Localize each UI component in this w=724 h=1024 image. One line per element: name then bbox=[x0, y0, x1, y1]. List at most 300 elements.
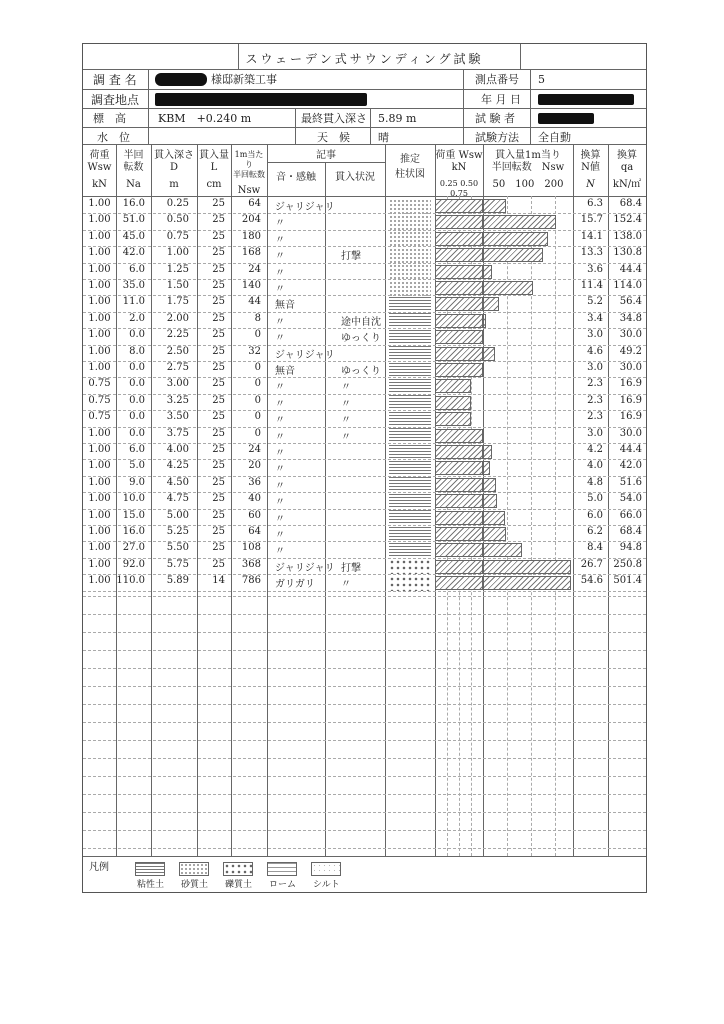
cell-qa: 152.4 bbox=[613, 214, 642, 226]
cell-nsw: 0 bbox=[254, 329, 261, 341]
cell-wsw: 1.00 bbox=[88, 198, 111, 209]
final-depth-value: 5.89 m bbox=[378, 112, 417, 125]
legend-swatch-loam bbox=[267, 862, 297, 876]
cell-wsw: 1.00 bbox=[88, 509, 111, 521]
wsw-bar bbox=[435, 248, 483, 262]
cell-n-value: 14.1 bbox=[580, 230, 603, 242]
cell-wsw: 1.00 bbox=[88, 362, 111, 373]
cell-n-value: 11.4 bbox=[580, 280, 603, 291]
date-label: 年 月 日 bbox=[481, 93, 521, 106]
soil-column-clay bbox=[389, 428, 431, 443]
cell-depth: 1.75 bbox=[166, 296, 189, 308]
wsw-bar bbox=[435, 347, 483, 361]
cell-l: 25 bbox=[212, 198, 225, 209]
blank-row-line bbox=[83, 794, 646, 795]
cell-n-value: 5.0 bbox=[587, 493, 603, 505]
cell-na: 15.0 bbox=[122, 509, 145, 521]
cell-na: 51.0 bbox=[122, 214, 145, 226]
cell-sound: 〃 bbox=[275, 382, 285, 394]
cell-n-value: 3.6 bbox=[587, 263, 603, 275]
cell-sound: ジャリジャリ bbox=[275, 349, 335, 361]
cell-sound: 〃 bbox=[275, 333, 285, 345]
soil-column-clay bbox=[389, 379, 431, 394]
cell-nsw: 0 bbox=[254, 378, 261, 390]
cell-status: ゆっくり bbox=[341, 333, 381, 345]
cell-l: 25 bbox=[212, 362, 225, 373]
cell-na: 9.0 bbox=[129, 476, 145, 488]
header-l: 貫入量 L cm bbox=[199, 150, 229, 190]
cell-depth: 2.25 bbox=[166, 329, 189, 341]
soil-column-sand bbox=[389, 199, 431, 214]
cell-l: 25 bbox=[212, 312, 225, 324]
cell-qa: 30.0 bbox=[619, 362, 642, 373]
cell-na: 35.0 bbox=[122, 280, 145, 291]
cell-qa: 30.0 bbox=[619, 329, 642, 341]
cell-n-value: 3.0 bbox=[587, 427, 603, 439]
cell-wsw: 1.00 bbox=[88, 312, 111, 324]
cell-nsw: 786 bbox=[241, 575, 261, 587]
cell-n-value: 6.0 bbox=[587, 509, 603, 521]
wsw-bar bbox=[435, 576, 483, 590]
cell-sound: 〃 bbox=[275, 251, 285, 263]
legend-label: 凡例 bbox=[89, 862, 109, 873]
cell-nsw: 24 bbox=[248, 444, 261, 455]
blank-row-line bbox=[83, 830, 646, 831]
cell-nsw: 0 bbox=[254, 362, 261, 373]
cell-sound: 〃 bbox=[275, 464, 285, 476]
cell-na: 5.0 bbox=[129, 460, 145, 472]
row-divider bbox=[83, 591, 646, 592]
header-nsw-chart: 貫入量1m当り 半回転数 Nsw 50 100 200 bbox=[491, 150, 565, 190]
legend-label-sand: 砂質土 bbox=[181, 880, 209, 890]
redacted-location bbox=[155, 93, 367, 106]
cell-qa: 44.4 bbox=[619, 444, 642, 455]
cell-nsw: 368 bbox=[241, 558, 261, 570]
cell-sound: 〃 bbox=[275, 480, 285, 492]
cell-status: 〃 bbox=[341, 382, 351, 394]
wsw-bar bbox=[435, 232, 483, 246]
cell-l: 25 bbox=[212, 280, 225, 291]
cell-status: 〃 bbox=[341, 579, 351, 591]
wsw-bar bbox=[435, 494, 483, 508]
cell-na: 0.0 bbox=[129, 411, 145, 423]
cell-na: 0.0 bbox=[129, 378, 145, 390]
cell-qa: 44.4 bbox=[619, 263, 642, 275]
cell-qa: 250.8 bbox=[613, 558, 642, 570]
header-d: 貫入深さ D m bbox=[154, 150, 194, 190]
cell-wsw: 1.00 bbox=[88, 263, 111, 275]
soil-column-clay bbox=[389, 461, 431, 476]
cell-nsw: 0 bbox=[254, 394, 261, 406]
wsw-bar bbox=[435, 314, 483, 328]
soil-column-sand bbox=[389, 248, 431, 263]
cell-l: 25 bbox=[212, 345, 225, 357]
cell-n-value: 4.8 bbox=[587, 476, 603, 488]
cell-status: ゆっくり bbox=[341, 366, 381, 377]
cell-nsw: 168 bbox=[241, 247, 261, 259]
header-wsw: 荷重 Wsw kN bbox=[87, 150, 112, 190]
cell-wsw: 1.00 bbox=[88, 280, 111, 291]
cell-depth: 2.50 bbox=[166, 345, 189, 357]
cell-na: 11.0 bbox=[122, 296, 145, 308]
cell-sound: 〃 bbox=[275, 316, 285, 328]
cell-l: 25 bbox=[212, 214, 225, 226]
blank-row-line bbox=[83, 740, 646, 741]
cell-depth: 1.00 bbox=[166, 247, 189, 259]
header-status: 貫入状況 bbox=[335, 172, 375, 183]
cell-sound: 無音 bbox=[275, 366, 295, 377]
header-qa: 換算 qa kN/㎡ bbox=[612, 150, 642, 190]
cell-n-value: 4.6 bbox=[587, 345, 603, 357]
cell-nsw: 44 bbox=[248, 296, 261, 308]
wsw-bar bbox=[435, 429, 483, 443]
soil-column-clay bbox=[389, 445, 431, 460]
nsw-bar bbox=[483, 232, 548, 246]
cell-l: 25 bbox=[212, 247, 225, 259]
cell-nsw: 64 bbox=[248, 526, 261, 537]
cell-qa: 114.0 bbox=[613, 280, 642, 291]
cell-na: 2.0 bbox=[129, 312, 145, 324]
cell-qa: 42.0 bbox=[619, 460, 642, 472]
cell-wsw: 1.00 bbox=[88, 558, 111, 570]
cell-qa: 56.4 bbox=[619, 296, 642, 308]
survey-name-suffix: 様邸新築工事 bbox=[211, 73, 277, 86]
cell-depth: 5.89 bbox=[166, 575, 189, 587]
cell-depth: 3.00 bbox=[166, 378, 189, 390]
nsw-bar bbox=[483, 199, 506, 213]
soil-column-clay bbox=[389, 363, 431, 378]
water-label: 水 位 bbox=[97, 131, 130, 144]
location-label: 調査地点 bbox=[91, 93, 140, 107]
method-value: 全自動 bbox=[538, 131, 571, 144]
cell-l: 25 bbox=[212, 526, 225, 537]
cell-n-value: 54.6 bbox=[580, 575, 603, 587]
cell-depth: 0.50 bbox=[166, 214, 189, 226]
cell-l: 25 bbox=[212, 263, 225, 275]
cell-wsw: 0.75 bbox=[88, 411, 111, 423]
nsw-bar bbox=[483, 511, 505, 525]
cell-qa: 34.8 bbox=[619, 312, 642, 324]
cell-qa: 68.4 bbox=[619, 198, 642, 209]
nsw-bar bbox=[483, 314, 486, 328]
wsw-bar bbox=[435, 330, 483, 344]
cell-qa: 16.9 bbox=[619, 411, 642, 423]
cell-nsw: 140 bbox=[241, 280, 261, 291]
cell-qa: 130.8 bbox=[613, 247, 642, 259]
cell-wsw: 1.00 bbox=[88, 575, 111, 587]
blank-row-line bbox=[83, 722, 646, 723]
cell-sound: ガリガリ bbox=[275, 579, 315, 591]
sheet-title: スウェーデン式サウンディング試験 bbox=[245, 52, 484, 66]
cell-l: 25 bbox=[212, 378, 225, 390]
nsw-bar bbox=[483, 215, 556, 229]
wsw-bar bbox=[435, 560, 483, 574]
cell-sound: 〃 bbox=[275, 234, 285, 246]
cell-depth: 1.25 bbox=[166, 263, 189, 275]
cell-sound: 無音 bbox=[275, 300, 295, 312]
elevation-label: 標 高 bbox=[93, 112, 126, 125]
cell-na: 45.0 bbox=[122, 230, 145, 242]
cell-depth: 4.75 bbox=[166, 493, 189, 505]
header-nsw: 1m当たり 半回転数 Nsw bbox=[233, 150, 265, 196]
soil-column-gravel bbox=[389, 559, 431, 574]
cell-n-value: 15.7 bbox=[580, 214, 603, 226]
nsw-bar bbox=[483, 297, 499, 311]
cell-wsw: 1.00 bbox=[88, 247, 111, 259]
cell-status: 〃 bbox=[341, 398, 351, 410]
nsw-bar bbox=[483, 576, 571, 590]
legend-label-clay: 粘性土 bbox=[137, 880, 165, 890]
cell-depth: 0.25 bbox=[166, 198, 189, 209]
cell-na: 27.0 bbox=[122, 542, 145, 554]
header-n-value: 換算 N値 N bbox=[580, 150, 601, 190]
cell-sound: 〃 bbox=[275, 398, 285, 410]
wsw-bar bbox=[435, 396, 471, 410]
soil-column-clay bbox=[389, 412, 431, 427]
cell-na: 8.0 bbox=[129, 345, 145, 357]
wsw-bar bbox=[435, 363, 483, 377]
wsw-bar bbox=[435, 543, 483, 557]
soil-column-clay bbox=[389, 494, 431, 509]
cell-na: 0.0 bbox=[129, 329, 145, 341]
cell-nsw: 0 bbox=[254, 411, 261, 423]
cell-n-value: 3.0 bbox=[587, 362, 603, 373]
legend-swatch-silt bbox=[311, 862, 341, 876]
header-na: 半回 転数 Na bbox=[123, 150, 144, 190]
cell-qa: 138.0 bbox=[613, 230, 642, 242]
soil-column-clay bbox=[389, 527, 431, 542]
redacted-tester bbox=[538, 113, 594, 124]
cell-nsw: 36 bbox=[248, 476, 261, 488]
cell-depth: 0.75 bbox=[166, 230, 189, 242]
wsw-bar bbox=[435, 445, 483, 459]
soil-column-clay bbox=[389, 543, 431, 558]
cell-nsw: 64 bbox=[248, 198, 261, 209]
cell-sound: 〃 bbox=[275, 513, 285, 525]
cell-wsw: 1.00 bbox=[88, 493, 111, 505]
cell-wsw: 1.00 bbox=[88, 542, 111, 554]
blank-row-line bbox=[83, 704, 646, 705]
cell-depth: 5.25 bbox=[166, 526, 189, 537]
cell-na: 0.0 bbox=[129, 362, 145, 373]
soil-column-sand bbox=[389, 215, 431, 230]
cell-qa: 94.8 bbox=[619, 542, 642, 554]
nsw-bar bbox=[483, 478, 496, 492]
cell-depth: 3.25 bbox=[166, 394, 189, 406]
cell-qa: 66.0 bbox=[619, 509, 642, 521]
final-depth-label: 最終貫入深さ bbox=[301, 112, 367, 125]
cell-status: 〃 bbox=[341, 415, 351, 427]
nsw-bar bbox=[483, 281, 533, 295]
cell-sound: 〃 bbox=[275, 530, 285, 541]
wsw-bar bbox=[435, 527, 483, 541]
wsw-bar bbox=[435, 511, 483, 525]
cell-wsw: 0.75 bbox=[88, 394, 111, 406]
cell-sound: 〃 bbox=[275, 415, 285, 427]
cell-na: 16.0 bbox=[122, 198, 145, 209]
nsw-bar bbox=[483, 347, 495, 361]
cell-depth: 3.75 bbox=[166, 427, 189, 439]
cell-sound: 〃 bbox=[275, 218, 285, 230]
soil-column-clay bbox=[389, 510, 431, 525]
cell-depth: 3.50 bbox=[166, 411, 189, 423]
point-no-value: 5 bbox=[538, 73, 545, 86]
blank-row-line bbox=[83, 632, 646, 633]
survey-name-label: 調 査 名 bbox=[93, 73, 137, 87]
nsw-bar bbox=[483, 265, 492, 279]
cell-status: 打撃 bbox=[341, 562, 361, 574]
redacted-name bbox=[155, 73, 207, 86]
cell-sound: 〃 bbox=[275, 284, 285, 295]
cell-n-value: 13.3 bbox=[580, 247, 603, 259]
header-notes: 記事 bbox=[316, 150, 336, 161]
cell-n-value: 6.2 bbox=[587, 526, 603, 537]
weather-value: 晴 bbox=[378, 131, 389, 144]
cell-n-value: 8.4 bbox=[587, 542, 603, 554]
cell-na: 6.0 bbox=[129, 263, 145, 275]
cell-depth: 4.00 bbox=[166, 444, 189, 455]
cell-n-value: 2.3 bbox=[587, 394, 603, 406]
blank-row-line bbox=[83, 614, 646, 615]
cell-nsw: 204 bbox=[241, 214, 261, 226]
wsw-bar bbox=[435, 215, 483, 229]
cell-na: 0.0 bbox=[129, 394, 145, 406]
cell-l: 25 bbox=[212, 329, 225, 341]
soil-column-clay bbox=[389, 395, 431, 410]
cell-qa: 30.0 bbox=[619, 427, 642, 439]
cell-qa: 501.4 bbox=[613, 575, 642, 587]
cell-n-value: 2.3 bbox=[587, 378, 603, 390]
cell-n-value: 5.2 bbox=[587, 296, 603, 308]
cell-wsw: 1.00 bbox=[88, 444, 111, 455]
cell-qa: 49.2 bbox=[619, 345, 642, 357]
cell-wsw: 1.00 bbox=[88, 329, 111, 341]
soil-column-clay bbox=[389, 477, 431, 492]
cell-nsw: 180 bbox=[241, 230, 261, 242]
cell-na: 42.0 bbox=[122, 247, 145, 259]
cell-nsw: 60 bbox=[248, 509, 261, 521]
header-wsw-chart: 荷重 Wsw kN 0.25 0.50 0.75 bbox=[435, 150, 483, 198]
cell-l: 25 bbox=[212, 558, 225, 570]
cell-nsw: 108 bbox=[241, 542, 261, 554]
tester-label: 試 験 者 bbox=[475, 112, 515, 125]
cell-wsw: 1.00 bbox=[88, 214, 111, 226]
header-sound: 音・感触 bbox=[276, 172, 316, 183]
blank-row-line bbox=[83, 776, 646, 777]
cell-l: 25 bbox=[212, 460, 225, 472]
cell-l: 25 bbox=[212, 230, 225, 242]
wsw-bar bbox=[435, 412, 471, 426]
cell-na: 16.0 bbox=[122, 526, 145, 537]
cell-qa: 51.6 bbox=[619, 476, 642, 488]
cell-wsw: 0.75 bbox=[88, 378, 111, 390]
cell-nsw: 0 bbox=[254, 427, 261, 439]
nsw-bar bbox=[483, 543, 522, 557]
cell-l: 25 bbox=[212, 476, 225, 488]
blank-row-line bbox=[83, 650, 646, 651]
cell-wsw: 1.00 bbox=[88, 296, 111, 308]
cell-depth: 5.00 bbox=[166, 509, 189, 521]
cell-n-value: 2.3 bbox=[587, 411, 603, 423]
cell-nsw: 24 bbox=[248, 263, 261, 275]
cell-sound: 〃 bbox=[275, 448, 285, 459]
blank-row-line bbox=[83, 812, 646, 813]
cell-n-value: 4.0 bbox=[587, 460, 603, 472]
cell-na: 6.0 bbox=[129, 444, 145, 455]
blank-row-line bbox=[83, 668, 646, 669]
cell-depth: 2.00 bbox=[166, 312, 189, 324]
cell-depth: 1.50 bbox=[166, 280, 189, 291]
wsw-bar bbox=[435, 297, 483, 311]
cell-qa: 16.9 bbox=[619, 378, 642, 390]
cell-l: 25 bbox=[212, 296, 225, 308]
cell-n-value: 6.3 bbox=[587, 198, 603, 209]
cell-qa: 68.4 bbox=[619, 526, 642, 537]
soil-column-sand bbox=[389, 264, 431, 279]
legend-label-silt: シルト bbox=[313, 880, 340, 890]
nsw-bar bbox=[483, 560, 571, 574]
blank-row-line bbox=[83, 758, 646, 759]
cell-n-value: 3.4 bbox=[587, 312, 603, 324]
cell-wsw: 1.00 bbox=[88, 460, 111, 472]
nsw-bar bbox=[483, 445, 492, 459]
cell-wsw: 1.00 bbox=[88, 476, 111, 488]
cell-n-value: 4.2 bbox=[587, 444, 603, 455]
soil-column-clay bbox=[389, 346, 431, 361]
wsw-bar bbox=[435, 478, 483, 492]
header-column: 推定 柱状図 bbox=[395, 154, 425, 180]
cell-sound: 〃 bbox=[275, 546, 285, 558]
elevation-value: KBM +0.240 m bbox=[158, 112, 252, 125]
cell-nsw: 8 bbox=[254, 312, 261, 324]
point-no-label: 測点番号 bbox=[475, 73, 519, 86]
cell-l: 14 bbox=[212, 575, 225, 587]
redacted-date bbox=[538, 94, 634, 105]
soil-column-sand bbox=[389, 231, 431, 246]
cell-na: 10.0 bbox=[122, 493, 145, 505]
blank-row-line bbox=[83, 686, 646, 687]
cell-na: 92.0 bbox=[122, 558, 145, 570]
cell-wsw: 1.00 bbox=[88, 230, 111, 242]
cell-l: 25 bbox=[212, 542, 225, 554]
wsw-bar bbox=[435, 379, 471, 393]
cell-qa: 54.0 bbox=[619, 493, 642, 505]
cell-l: 25 bbox=[212, 394, 225, 406]
cell-l: 25 bbox=[212, 444, 225, 455]
wsw-bar bbox=[435, 199, 483, 213]
wsw-bar bbox=[435, 461, 483, 475]
cell-n-value: 3.0 bbox=[587, 329, 603, 341]
cell-depth: 5.75 bbox=[166, 558, 189, 570]
nsw-bar bbox=[483, 494, 497, 508]
cell-na: 110.0 bbox=[116, 575, 145, 587]
cell-wsw: 1.00 bbox=[88, 526, 111, 537]
legend-label-gravel: 礫質土 bbox=[225, 880, 253, 890]
soil-column-clay bbox=[389, 330, 431, 345]
nsw-bar bbox=[483, 527, 506, 541]
legend-swatch-sand bbox=[179, 862, 209, 876]
cell-sound: ジャリジャリ bbox=[275, 562, 335, 574]
wsw-bar bbox=[435, 281, 483, 295]
cell-wsw: 1.00 bbox=[88, 345, 111, 357]
cell-status: 途中自沈 bbox=[341, 316, 381, 328]
cell-nsw: 40 bbox=[248, 493, 261, 505]
cell-sound: 〃 bbox=[275, 497, 285, 509]
weather-label: 天 候 bbox=[317, 131, 350, 144]
nsw-bar bbox=[483, 461, 490, 475]
cell-depth: 4.50 bbox=[166, 476, 189, 488]
cell-l: 25 bbox=[212, 493, 225, 505]
